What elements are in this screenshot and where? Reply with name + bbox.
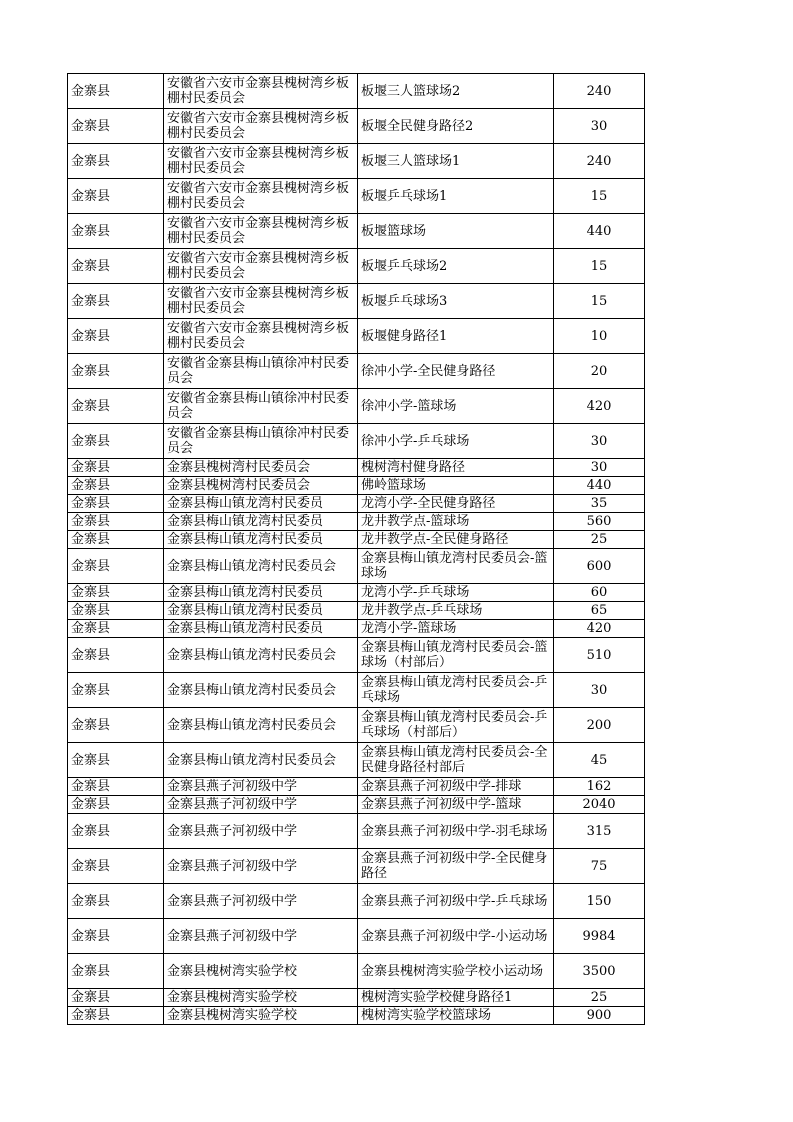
unit-cell: 安徽省六安市金寨县槐树湾乡板棚村民委员会 xyxy=(164,249,358,284)
county-cell: 金寨县 xyxy=(68,673,164,708)
area-cell: 240 xyxy=(554,74,645,109)
facility-cell: 槐树湾实验学校健身路径1 xyxy=(358,989,554,1007)
unit-cell: 金寨县燕子河初级中学 xyxy=(164,778,358,796)
facility-cell: 金寨县燕子河初级中学-乒乓球场 xyxy=(358,884,554,919)
table-body xyxy=(68,74,645,1025)
table-row xyxy=(68,214,645,249)
facility-cell: 金寨县燕子河初级中学-小运动场 xyxy=(358,919,554,954)
facility-cell: 金寨县燕子河初级中学-全民健身路径 xyxy=(358,849,554,884)
table-row xyxy=(68,584,645,602)
unit-cell: 金寨县梅山镇龙湾村民委员 xyxy=(164,602,358,620)
table-row xyxy=(68,989,645,1007)
area-cell: 900 xyxy=(554,1007,645,1025)
table-row xyxy=(68,814,645,849)
area-cell: 75 xyxy=(554,849,645,884)
facility-cell: 金寨县梅山镇龙湾村民委员会-篮球场（村部后） xyxy=(358,638,554,673)
county-cell: 金寨县 xyxy=(68,424,164,459)
county-cell: 金寨县 xyxy=(68,796,164,814)
county-cell: 金寨县 xyxy=(68,477,164,495)
table-row xyxy=(68,319,645,354)
facility-cell: 槐树湾实验学校篮球场 xyxy=(358,1007,554,1025)
unit-cell: 金寨县槐树湾实验学校 xyxy=(164,989,358,1007)
unit-cell: 安徽省六安市金寨县槐树湾乡板棚村民委员会 xyxy=(164,74,358,109)
table-row xyxy=(68,495,645,513)
county-cell: 金寨县 xyxy=(68,778,164,796)
unit-cell: 安徽省六安市金寨县槐树湾乡板棚村民委员会 xyxy=(164,109,358,144)
county-cell: 金寨县 xyxy=(68,74,164,109)
unit-cell: 金寨县梅山镇龙湾村民委员会 xyxy=(164,673,358,708)
unit-cell: 安徽省六安市金寨县槐树湾乡板棚村民委员会 xyxy=(164,284,358,319)
county-cell: 金寨县 xyxy=(68,144,164,179)
unit-cell: 金寨县梅山镇龙湾村民委员 xyxy=(164,620,358,638)
table-row xyxy=(68,778,645,796)
table-row xyxy=(68,638,645,673)
county-cell: 金寨县 xyxy=(68,919,164,954)
unit-cell: 安徽省金寨县梅山镇徐冲村民委员会 xyxy=(164,424,358,459)
county-cell: 金寨县 xyxy=(68,602,164,620)
table-row xyxy=(68,708,645,743)
table-row xyxy=(68,796,645,814)
county-cell: 金寨县 xyxy=(68,249,164,284)
area-cell: 15 xyxy=(554,284,645,319)
area-cell: 9984 xyxy=(554,919,645,954)
unit-cell: 金寨县槐树湾村民委员会 xyxy=(164,477,358,495)
unit-cell: 金寨县槐树湾实验学校 xyxy=(164,954,358,989)
unit-cell: 金寨县梅山镇龙湾村民委员会 xyxy=(164,708,358,743)
area-cell: 440 xyxy=(554,214,645,249)
unit-cell: 金寨县燕子河初级中学 xyxy=(164,919,358,954)
facility-cell: 金寨县梅山镇龙湾村民委员会-全民健身路径村部后 xyxy=(358,743,554,778)
area-cell: 25 xyxy=(554,989,645,1007)
table-row xyxy=(68,620,645,638)
table-row xyxy=(68,179,645,214)
unit-cell: 金寨县梅山镇龙湾村民委员 xyxy=(164,584,358,602)
area-cell: 150 xyxy=(554,884,645,919)
unit-cell: 安徽省金寨县梅山镇徐冲村民委员会 xyxy=(164,354,358,389)
area-cell: 560 xyxy=(554,513,645,531)
area-cell: 45 xyxy=(554,743,645,778)
table-row xyxy=(68,424,645,459)
facility-cell: 佛岭篮球场 xyxy=(358,477,554,495)
unit-cell: 金寨县梅山镇龙湾村民委员会 xyxy=(164,638,358,673)
area-cell: 30 xyxy=(554,673,645,708)
county-cell: 金寨县 xyxy=(68,319,164,354)
unit-cell: 安徽省六安市金寨县槐树湾乡板棚村民委员会 xyxy=(164,319,358,354)
area-cell: 25 xyxy=(554,531,645,549)
unit-cell: 金寨县梅山镇龙湾村民委员 xyxy=(164,513,358,531)
unit-cell: 安徽省六安市金寨县槐树湾乡板棚村民委员会 xyxy=(164,144,358,179)
facility-cell: 徐冲小学-全民健身路径 xyxy=(358,354,554,389)
unit-cell: 金寨县槐树湾村民委员会 xyxy=(164,459,358,477)
facility-cell: 金寨县梅山镇龙湾村民委员会-乒乓球场 xyxy=(358,673,554,708)
county-cell: 金寨县 xyxy=(68,814,164,849)
county-cell: 金寨县 xyxy=(68,743,164,778)
facility-cell: 板堰健身路径1 xyxy=(358,319,554,354)
table-row xyxy=(68,673,645,708)
facility-cell: 龙湾小学-乒乓球场 xyxy=(358,584,554,602)
facility-cell: 金寨县梅山镇龙湾村民委员会-篮球场 xyxy=(358,549,554,584)
table-row xyxy=(68,74,645,109)
table-row xyxy=(68,954,645,989)
facility-cell: 板堰乒乓球场1 xyxy=(358,179,554,214)
facility-cell: 金寨县燕子河初级中学-排球 xyxy=(358,778,554,796)
table-row xyxy=(68,849,645,884)
area-cell: 440 xyxy=(554,477,645,495)
unit-cell: 金寨县槐树湾实验学校 xyxy=(164,1007,358,1025)
facility-cell: 板堰篮球场 xyxy=(358,214,554,249)
area-cell: 30 xyxy=(554,424,645,459)
area-cell: 10 xyxy=(554,319,645,354)
unit-cell: 金寨县燕子河初级中学 xyxy=(164,796,358,814)
county-cell: 金寨县 xyxy=(68,708,164,743)
table-row xyxy=(68,389,645,424)
area-cell: 420 xyxy=(554,389,645,424)
table-row xyxy=(68,884,645,919)
table-row xyxy=(68,477,645,495)
county-cell: 金寨县 xyxy=(68,620,164,638)
facility-cell: 龙井教学点-篮球场 xyxy=(358,513,554,531)
facility-cell: 金寨县燕子河初级中学-羽毛球场 xyxy=(358,814,554,849)
area-cell: 20 xyxy=(554,354,645,389)
unit-cell: 金寨县燕子河初级中学 xyxy=(164,849,358,884)
facility-cell: 徐冲小学-乒乓球场 xyxy=(358,424,554,459)
county-cell: 金寨县 xyxy=(68,513,164,531)
area-cell: 30 xyxy=(554,459,645,477)
area-cell: 15 xyxy=(554,179,645,214)
county-cell: 金寨县 xyxy=(68,549,164,584)
table-row xyxy=(68,513,645,531)
area-cell: 15 xyxy=(554,249,645,284)
unit-cell: 金寨县燕子河初级中学 xyxy=(164,814,358,849)
facility-cell: 金寨县槐树湾实验学校小运动场 xyxy=(358,954,554,989)
table-row xyxy=(68,549,645,584)
county-cell: 金寨县 xyxy=(68,109,164,144)
county-cell: 金寨县 xyxy=(68,354,164,389)
facility-cell: 金寨县燕子河初级中学-篮球 xyxy=(358,796,554,814)
facility-cell: 龙湾小学-全民健身路径 xyxy=(358,495,554,513)
area-cell: 420 xyxy=(554,620,645,638)
area-cell: 30 xyxy=(554,109,645,144)
unit-cell: 金寨县梅山镇龙湾村民委员 xyxy=(164,531,358,549)
table-row xyxy=(68,531,645,549)
area-cell: 3500 xyxy=(554,954,645,989)
county-cell: 金寨县 xyxy=(68,989,164,1007)
table-row xyxy=(68,144,645,179)
unit-cell: 金寨县燕子河初级中学 xyxy=(164,884,358,919)
county-cell: 金寨县 xyxy=(68,531,164,549)
unit-cell: 金寨县梅山镇龙湾村民委员会 xyxy=(164,549,358,584)
county-cell: 金寨县 xyxy=(68,389,164,424)
facility-cell: 板堰全民健身路径2 xyxy=(358,109,554,144)
area-cell: 240 xyxy=(554,144,645,179)
table-row xyxy=(68,284,645,319)
county-cell: 金寨县 xyxy=(68,459,164,477)
area-cell: 35 xyxy=(554,495,645,513)
county-cell: 金寨县 xyxy=(68,954,164,989)
county-cell: 金寨县 xyxy=(68,495,164,513)
table-row xyxy=(68,459,645,477)
facility-cell: 槐树湾村健身路径 xyxy=(358,459,554,477)
facility-cell: 板堰乒乓球场3 xyxy=(358,284,554,319)
area-cell: 510 xyxy=(554,638,645,673)
area-cell: 2040 xyxy=(554,796,645,814)
county-cell: 金寨县 xyxy=(68,584,164,602)
unit-cell: 金寨县梅山镇龙湾村民委员会 xyxy=(164,743,358,778)
unit-cell: 安徽省六安市金寨县槐树湾乡板棚村民委员会 xyxy=(164,179,358,214)
area-cell: 600 xyxy=(554,549,645,584)
unit-cell: 安徽省金寨县梅山镇徐冲村民委员会 xyxy=(164,389,358,424)
facility-cell: 板堰乒乓球场2 xyxy=(358,249,554,284)
county-cell: 金寨县 xyxy=(68,214,164,249)
table-row xyxy=(68,919,645,954)
county-cell: 金寨县 xyxy=(68,638,164,673)
facility-cell: 金寨县梅山镇龙湾村民委员会-乒乓球场（村部后） xyxy=(358,708,554,743)
table-row xyxy=(68,1007,645,1025)
area-cell: 60 xyxy=(554,584,645,602)
facility-cell: 龙湾小学-篮球场 xyxy=(358,620,554,638)
county-cell: 金寨县 xyxy=(68,284,164,319)
facility-cell: 板堰三人篮球场2 xyxy=(358,74,554,109)
county-cell: 金寨县 xyxy=(68,179,164,214)
facility-table xyxy=(67,73,645,1025)
table-row xyxy=(68,354,645,389)
facility-cell: 龙井教学点-乒乓球场 xyxy=(358,602,554,620)
area-cell: 200 xyxy=(554,708,645,743)
area-cell: 162 xyxy=(554,778,645,796)
spreadsheet xyxy=(67,73,645,1025)
table-row xyxy=(68,602,645,620)
county-cell: 金寨县 xyxy=(68,849,164,884)
facility-cell: 龙井教学点-全民健身路径 xyxy=(358,531,554,549)
area-cell: 315 xyxy=(554,814,645,849)
county-cell: 金寨县 xyxy=(68,1007,164,1025)
county-cell: 金寨县 xyxy=(68,884,164,919)
table-row xyxy=(68,109,645,144)
facility-cell: 徐冲小学-篮球场 xyxy=(358,389,554,424)
unit-cell: 金寨县梅山镇龙湾村民委员 xyxy=(164,495,358,513)
unit-cell: 安徽省六安市金寨县槐树湾乡板棚村民委员会 xyxy=(164,214,358,249)
facility-cell: 板堰三人篮球场1 xyxy=(358,144,554,179)
table-row xyxy=(68,743,645,778)
table-row xyxy=(68,249,645,284)
area-cell: 65 xyxy=(554,602,645,620)
